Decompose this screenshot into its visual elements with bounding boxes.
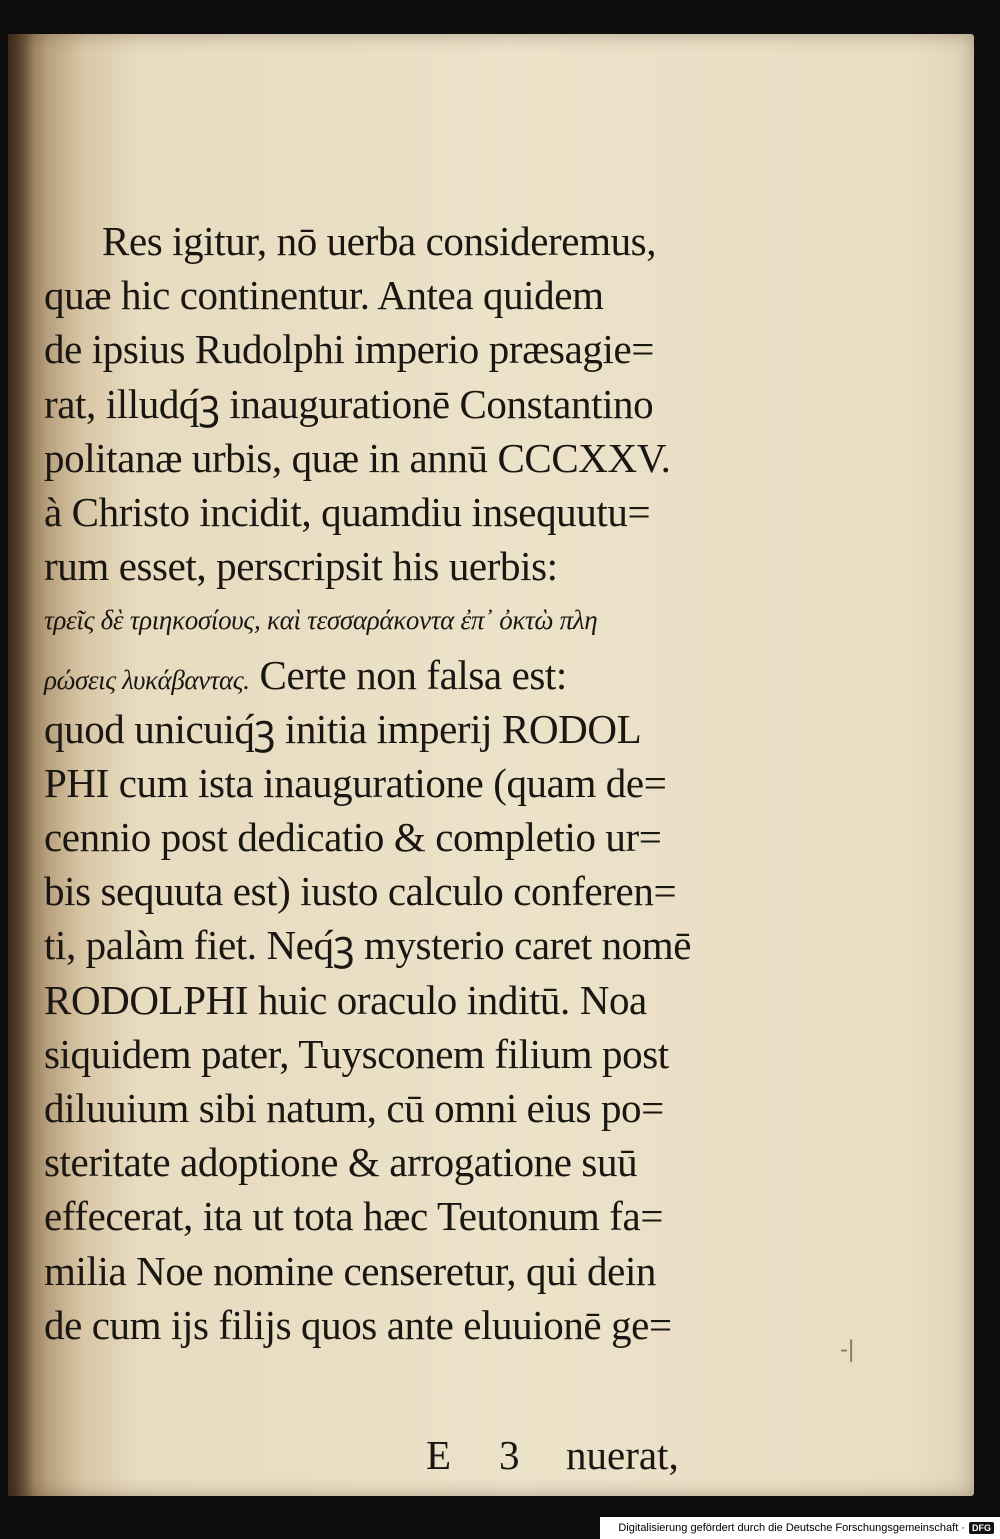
text-line: ti, palàm fiet. Neq́ꝫ mysterio caret nomē [44,922,692,969]
credit-text: Digitalisierung gefördert durch die Deutsche Forschungsgemeinschaft · [618,1522,965,1534]
greek-line: τρεῖς δὲ τριηκοσίους, καὶ τεσσαράκοντα ἐπ᾿ ὀκτὼ πλη [44,605,598,636]
text-line: de cum ijs filijs quos ante eluuionē ge= [44,1301,672,1348]
text-line: PHI cum ista inauguratione (quam de= [44,759,667,806]
text-block [44,214,734,1478]
text-line: quæ hic continentur. Antea quidem [44,272,604,319]
text-line: cennio post dedicatio & completio ur= [44,814,662,861]
text-line: RODOLPHI huic oraculo inditū. Noa [44,976,647,1023]
text-line: siquidem pater, Tuysconem filium post [44,1030,669,1077]
text-line: diluuium sibi natum, cū omni eius po= [44,1085,664,1131]
signature-mark: E [426,1432,452,1478]
text-line: à Christo incidit, quamdiu insequutu= [44,488,651,535]
text-line: steritate adoptione & arrogatione suū [44,1139,638,1186]
page-footer-line [44,1428,734,1482]
text-line: effecerat, ita ut tota hæc Teutonum fa= [44,1193,664,1240]
text-line: milia Noe nomine censeretur, qui dein [44,1247,657,1294]
text-line: de ipsius Rudolphi imperio præsagie= [44,326,655,373]
dfg-logo: DFG [969,1522,994,1534]
text-line: politanæ urbis, quæ in annū CCCXXV. [44,434,671,481]
text-line: Res igitur, nō uerba consideremus, [102,218,657,264]
text-line: bis sequuta est) iusto calculo conferen= [44,868,677,915]
credit-bar [600,1517,1000,1539]
signature-number: 3 [499,1432,520,1478]
text-line: rat, illudq́ꝫ inaugurationē Constantino [44,380,654,427]
text-line: quod unicuiq́ꝫ initia imperij RODOL [44,705,642,752]
page-gutter-shadow [8,34,34,1496]
pencil-mark: -| [840,1336,855,1363]
greek-line-with-latin [44,648,734,702]
latin-fragment: Certe non falsa est: [259,651,567,698]
greek-fragment: ρώσεις λυκάβαντας. [44,664,250,695]
catchword: nuerat, [566,1432,679,1478]
book-page [8,34,974,1496]
text-line: rum esset, perscripsit his uerbis: [44,543,558,590]
